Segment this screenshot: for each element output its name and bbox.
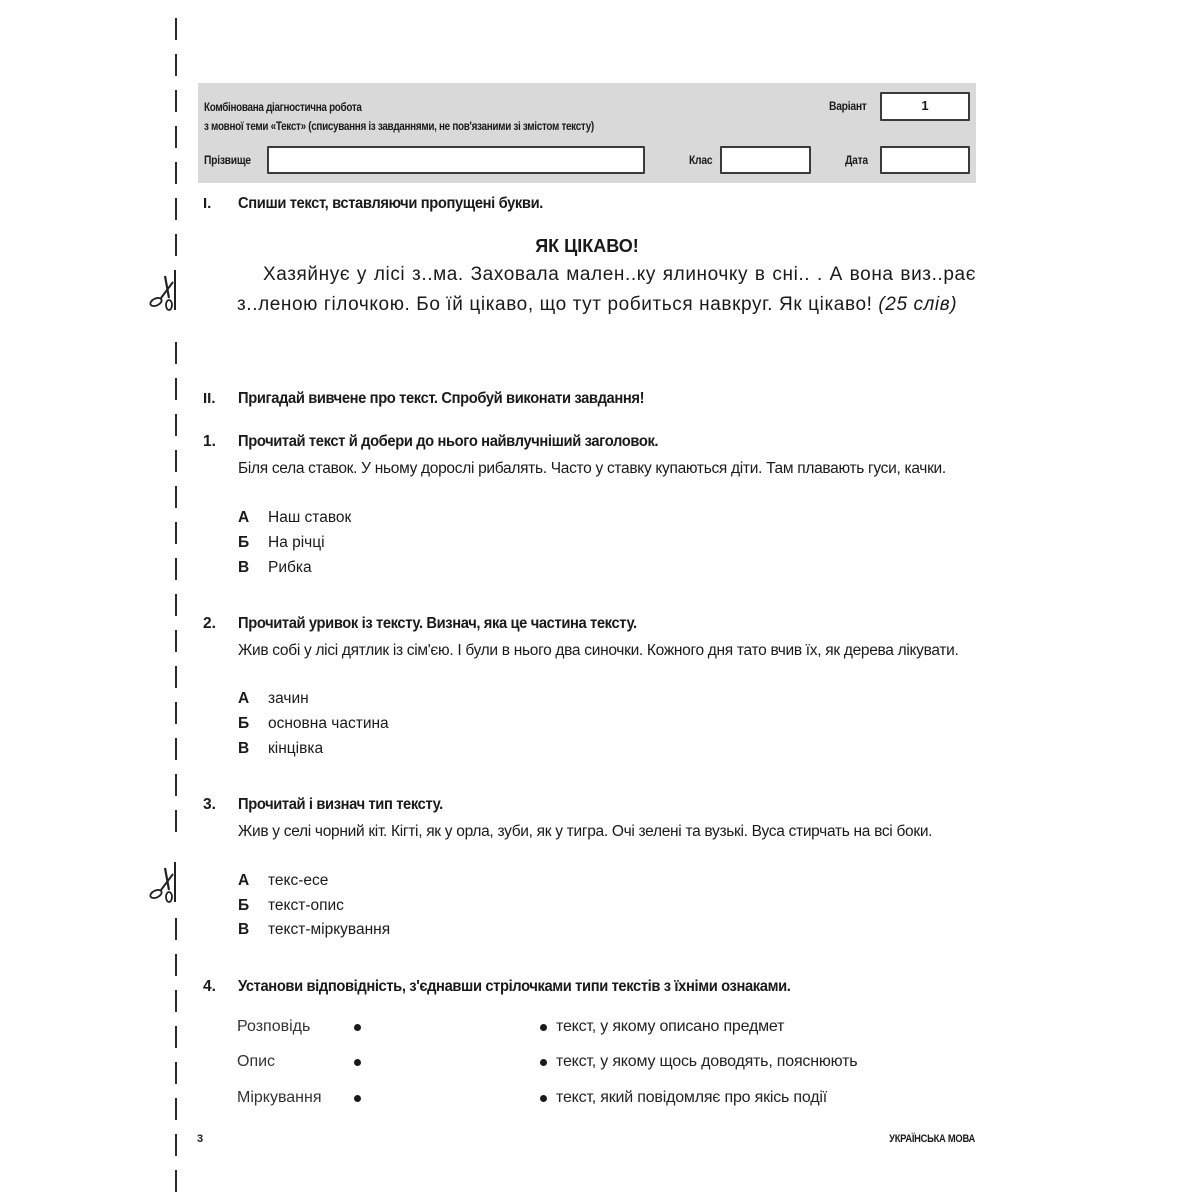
question-title: Прочитай уривок із тексту. Визнач, яка це частина тексту. [238, 615, 637, 632]
option-letter: А [238, 872, 250, 889]
match-right-item: текст, у якому описано предмет [556, 1018, 785, 1035]
cut-line-dash [175, 162, 177, 184]
question-number: 3. [203, 796, 216, 813]
question-number: 1. [203, 433, 216, 450]
class-label: Клас [689, 153, 713, 167]
story-paragraph [237, 260, 976, 319]
story-text: Хазяйнує у лісі з..ма. Заховала мален..ку ялиночку в снi.. . А вона виз..рає з..леною гілочкою. Бо їй цікаво, що тут робиться навкруг. Як цікаво! [237, 264, 976, 315]
cut-line-dash [175, 594, 177, 616]
cut-line-dash [175, 522, 177, 544]
option-text[interactable]: зачин [268, 690, 309, 707]
cut-line-dash [175, 1062, 177, 1084]
option-text[interactable]: текс-есе [268, 872, 329, 889]
cut-line-dash [175, 666, 177, 688]
option-text[interactable]: кінцівка [268, 740, 324, 757]
cut-line-dash [175, 378, 177, 400]
match-right-dot[interactable] [540, 1024, 547, 1031]
cut-line [175, 0, 179, 1200]
cut-line-dash [175, 630, 177, 652]
cut-line-dash [175, 342, 177, 364]
question-text: Жив у селі чорний кіт. Кігті, як у орла, зуби, як у тигра. Очі зелені та вузькі. Вуса стирчать на всі боки. [238, 823, 933, 840]
option-letter: Б [238, 715, 250, 732]
match-right-dot[interactable] [540, 1095, 547, 1102]
option-letter: А [238, 509, 250, 526]
question-title: Прочитай текст й добери до нього найвлучніший заголовок. [238, 433, 659, 450]
cut-line-dash [175, 1134, 177, 1156]
cut-line-dash [175, 198, 177, 220]
match-right-dot[interactable] [540, 1059, 547, 1066]
cut-line-dash [175, 990, 177, 1012]
page-number: 3 [197, 1133, 204, 1145]
cut-line-dash [175, 126, 177, 148]
match-left-dot[interactable] [354, 1095, 361, 1102]
cut-line-dash [175, 1170, 177, 1192]
date-field[interactable] [880, 146, 970, 174]
word-count: (25 слів) [878, 293, 958, 315]
class-field[interactable] [720, 146, 811, 174]
cut-line-dash [175, 414, 177, 436]
match-left-dot[interactable] [354, 1059, 361, 1066]
section2-number: II. [203, 390, 216, 407]
cut-line-dash [175, 450, 177, 472]
option-text[interactable]: текст-опис [268, 897, 344, 914]
cut-line-dash [175, 558, 177, 580]
section2-title: Пригадай вивчене про текст. Спробуй виконати завдання! [238, 390, 645, 407]
header-title-line1: Комбінована діагностична робота [204, 102, 362, 114]
question-number: 2. [203, 615, 216, 632]
cut-line-dash [175, 90, 177, 112]
header-title [204, 99, 594, 137]
option-letter: Б [238, 534, 250, 551]
cut-line-dash [175, 1098, 177, 1120]
header-box [198, 83, 976, 183]
option-letter: Б [238, 897, 250, 914]
match-left-item: Опис [237, 1053, 276, 1070]
footer-subject: УКРАЇНСЬКА МОВА [889, 1133, 975, 1145]
story-title: ЯК ЦІКАВО! [535, 236, 639, 256]
scissors-icon [147, 268, 181, 312]
cut-line-dash [175, 702, 177, 724]
match-left-dot[interactable] [354, 1024, 361, 1031]
header-title-line2: з мовної теми «Текст» (списування із завданнями, не пов'язаними зі змістом тексту) [204, 121, 594, 133]
cut-line-dash [175, 18, 177, 40]
surname-field[interactable] [267, 146, 645, 174]
option-letter: В [238, 921, 250, 938]
match-right-item: текст, у якому щось доводять, пояснюють [556, 1053, 858, 1070]
cut-line-dash [175, 774, 177, 796]
section1-number: I. [203, 195, 212, 212]
match-left-item: Розповідь [237, 1018, 311, 1035]
option-letter: В [238, 740, 250, 757]
option-text[interactable]: текст-міркування [268, 921, 391, 938]
cut-line-dash [175, 738, 177, 760]
cut-line-dash [175, 234, 177, 256]
variant-label: Варіант [829, 99, 867, 113]
match-right-item: текст, який повідомляє про якісь події [556, 1089, 827, 1106]
question-text: Жив собі у лісі дятлик із сім'єю. І були в нього два синочки. Кожного дня тато вчив їх, як дерева лікувати. [238, 642, 959, 659]
option-letter: В [238, 559, 250, 576]
section1-title: Спиши текст, вставляючи пропущені букви. [238, 195, 543, 212]
question-number: 4. [203, 978, 216, 995]
question-text: Біля села ставок. У ньому дорослі рибалять. Часто у ставку купаються діти. Там плавають гуси, качки. [238, 460, 946, 477]
option-text[interactable]: Рибка [268, 559, 312, 576]
match-left-item: Міркування [237, 1089, 322, 1106]
question-title: Прочитай і визнач тип тексту. [238, 796, 443, 813]
question-title: Установи відповідність, з'єднавши стрілочками типи текстів з їхніми ознаками. [238, 978, 791, 995]
cut-line-dash [175, 1026, 177, 1048]
cut-line-dash [175, 810, 177, 832]
variant-field[interactable]: 1 [880, 92, 970, 121]
option-letter: А [238, 690, 250, 707]
surname-label: Прізвище [204, 153, 251, 167]
option-text[interactable]: основна частина [268, 715, 389, 732]
option-text[interactable]: Наш ставок [268, 509, 352, 526]
cut-line-dash [175, 486, 177, 508]
option-text[interactable]: На річці [268, 534, 325, 551]
cut-line-dash [175, 954, 177, 976]
cut-line-dash [175, 54, 177, 76]
date-label: Дата [845, 153, 868, 167]
cut-line-dash [175, 918, 177, 940]
scissors-icon [147, 860, 181, 904]
